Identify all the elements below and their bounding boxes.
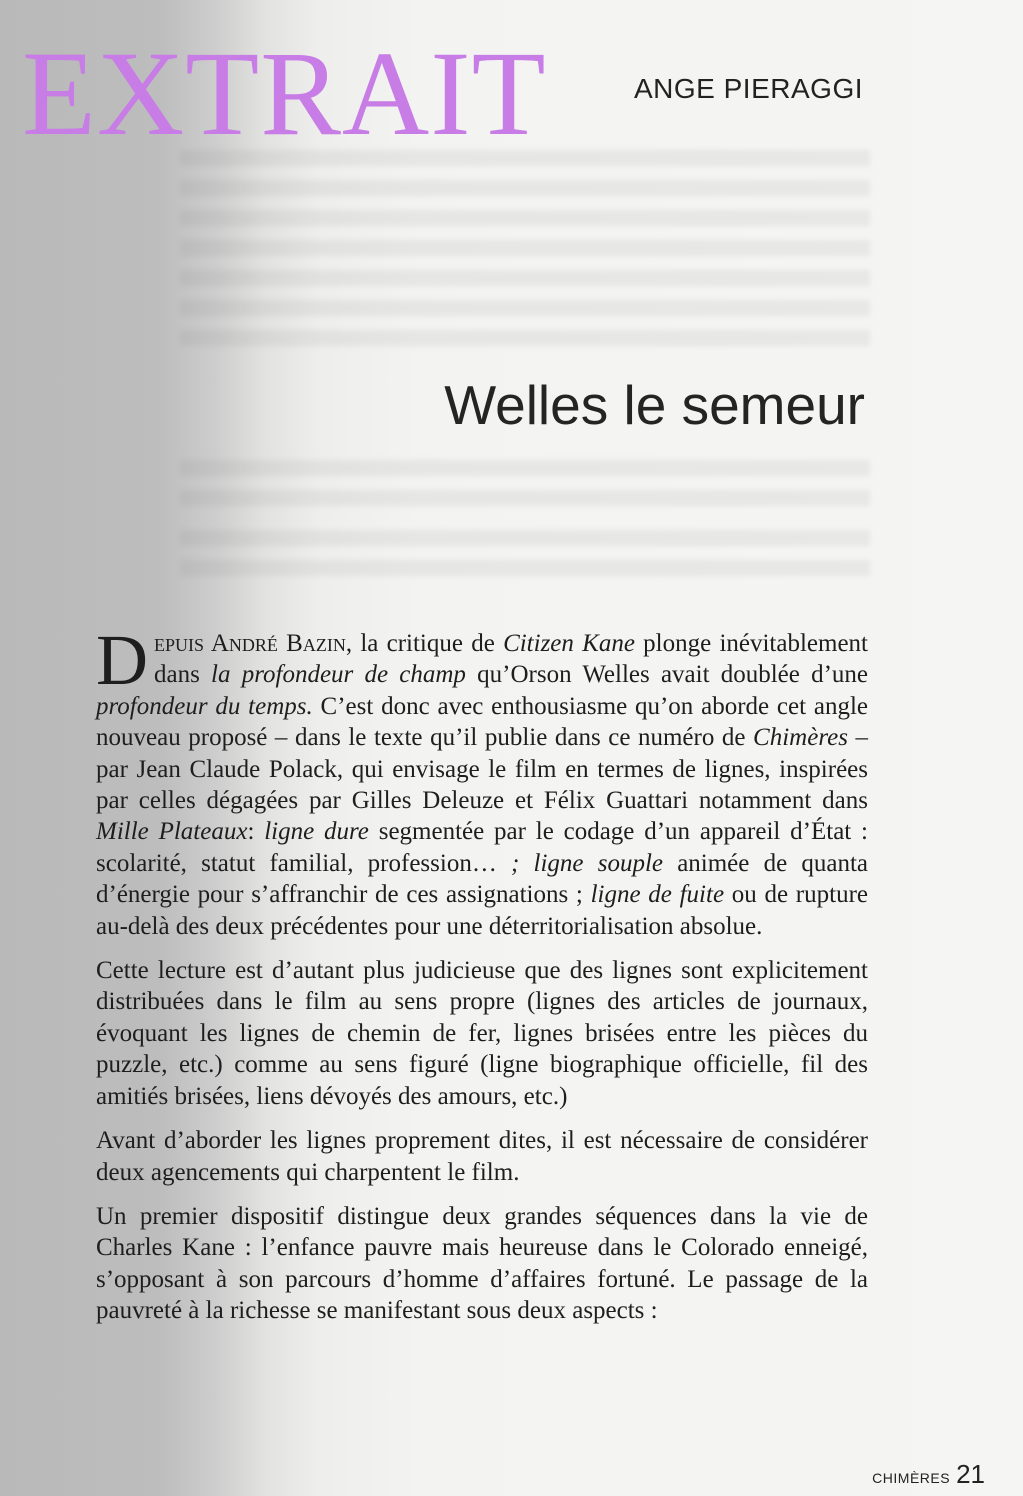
text-run: plonge inévitablement dans (154, 630, 869, 689)
italic-run: ligne dure (264, 818, 369, 846)
paragraph-2: Cette lecture est d’autant plus judicieuse que des lignes sont explicitement distribuées dans le film au sens propre (lignes des articles de journaux, évoquant les lignes de chemin de fer, lignes brisées entre les pièces du puzzle, etc.) comme au sens figuré (ligne biographique officielle, fil des amitiés brisées, liens dévoyés des amours, etc.) (96, 957, 868, 1110)
journal-name: CHIMÈRES (872, 1470, 951, 1486)
show-through-line (180, 490, 870, 506)
text-run: la critique de (352, 630, 504, 657)
show-through-line (180, 270, 870, 286)
show-through-line (180, 180, 870, 196)
paragraph-1 (96, 620, 869, 942)
text-run: : (247, 818, 265, 846)
article-title: Welles le semeur (444, 374, 865, 436)
show-through-line (180, 460, 870, 476)
show-through-line (180, 210, 870, 226)
author-name: ANGE PIERAGGI (634, 73, 863, 104)
watermark-extrait: EXTRAIT (22, 27, 547, 161)
italic-run: ; ligne souple (511, 849, 663, 877)
show-through-line (180, 240, 870, 256)
text-run: – par Jean Claude Polack, qui envisage le film en termes de lignes, inspirées par celles dégagées par Gilles Deleuze et Félix Guattari notamment dans (96, 724, 868, 815)
show-through-line (180, 330, 870, 346)
page-number: 21 (956, 1459, 985, 1489)
small-caps-opening: epuis André Bazin, (154, 630, 353, 657)
show-through-line (180, 560, 870, 576)
show-through-line (180, 300, 870, 316)
italic-run: la profondeur de champ (211, 661, 466, 689)
italic-run: ligne de fuite (590, 881, 725, 909)
text-run: animée de quanta d’énergie pour s’affranchir de ces assignations ; (96, 849, 868, 909)
text-run: ou de rupture au-delà des deux précédentes pour une déterritorialisation absolue. (96, 881, 868, 940)
paragraph-3: Avant d’aborder les lignes proprement dites, il est nécessaire de considérer deux agencements qui charpentent le film. (96, 1127, 868, 1186)
show-through-line (180, 530, 870, 546)
paragraph-4: Un premier dispositif distingue deux grandes séquences dans la vie de Charles Kane : l’enfance pauvre mais heureuse dans le Colorado enneigé, s’opposant à son parcours d’homme d’affaires fortuné. Le passage de la pauvreté à la richesse se manifestant sous deux aspects : (96, 1202, 868, 1325)
italic-run: Mille Plateaux (96, 818, 248, 846)
drop-cap: D (96, 620, 148, 700)
text-run: C’est donc avec enthousiasme qu’on aborde cet angle nouveau proposé – dans le texte qu’il publie dans ce numéro de (96, 692, 868, 752)
italic-run: Chimères (753, 724, 848, 752)
italic-run: profondeur du temps. (96, 692, 313, 720)
text-run: qu’Orson Welles avait doublée d’une (465, 661, 869, 689)
italic-run: Citizen Kane (503, 630, 635, 657)
text-run: segmentée par le codage d’un appareil d’État : scolarité, statut familial, profession… (96, 818, 869, 877)
page-footer (872, 1459, 985, 1490)
article-body (96, 620, 869, 1340)
